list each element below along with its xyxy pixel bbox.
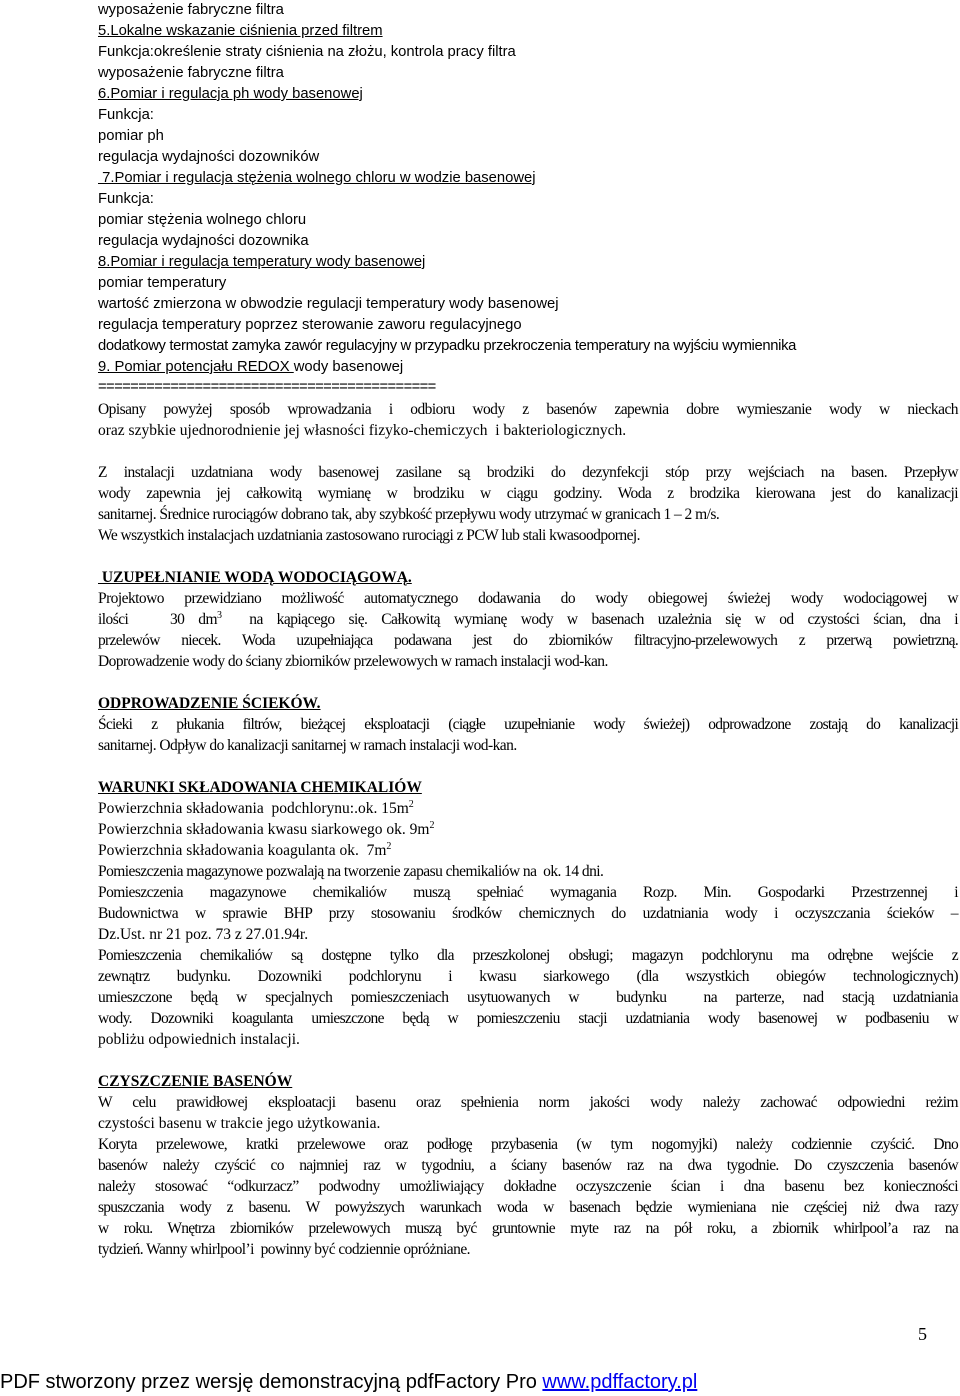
paragraph-line: w roku. Wnętrza zbiorników przelewowych muszą być gruntownie myte raz na pół roku, a zbiornik whirlpool’a raz na: [98, 1220, 958, 1237]
paragraph-line: wody. Dozowniki koagulanta umieszczone będą w pomieszczeniu stacji uzdatniania wody basenowej w podbaseniu w: [98, 1010, 958, 1027]
paragraph-line: Doprowadzenie wody do ściany zbiorników przelewowych w ramach instalacji wod-kan.: [98, 653, 608, 670]
text-line: [98, 357, 958, 378]
paragraph-line: Projektowo przewidziano możliwość automatycznego dodawania do wody obiegowej świeżej wody wodociągowej w: [98, 590, 958, 607]
paragraph-line: We wszystkich instalacjach uzdatniania zastosowano rurociągi z PCW lub stali kwasoodpornej.: [98, 527, 640, 544]
text-line: regulacja temperatury poprzez sterowanie zaworu regulacyjnego: [98, 317, 522, 333]
section-heading: UZUPEŁNIANIE WODĄ WODOCIĄGOWĄ.: [98, 569, 412, 586]
text-line: wyposażenie fabryczne filtra: [98, 65, 284, 81]
paragraph-line: oraz szybkie ujednorodnienie jej własności fizyko-chemiczych i bakteriologicznych.: [98, 422, 627, 439]
paragraph-line: Opisany powyżej sposób wprowadzania i odbioru wody z basenów zapewnia dobre wymieszanie wody w nieckach: [98, 401, 958, 418]
paragraph-line: zewnątrz budynku. Dozowniki podchlorynu i kwasu siarkowego (dla wszystkich obiegów technologicznych): [98, 968, 958, 985]
paragraph-line: Z instalacji uzdatniana wody basenowej zasilane są brodziki do dezynfekcji stóp przy wejściach na basen. Przepływ: [98, 464, 958, 481]
text-segment: ilości 30 dm: [98, 611, 217, 628]
text-segment: Powierzchnia składowania kwasu siarkowego ok. 9m: [98, 821, 430, 838]
separator-line: ==========================================: [98, 379, 436, 395]
text-line: wartość zmierzona w obwodzie regulacji temperatury wody basenowej: [98, 296, 559, 312]
list-item: [98, 840, 958, 861]
text-line: 8.Pomiar i regulacja temperatury wody basenowej: [98, 254, 426, 270]
footer-line: [0, 1368, 697, 1396]
text-line: pomiar ph: [98, 128, 164, 144]
list-item: [98, 819, 958, 840]
text-segment: Powierzchnia składowania koagulanta ok. 7m: [98, 842, 387, 859]
redox-heading: 9. Pomiar potencjału REDOX: [98, 359, 294, 375]
paragraph-line: Budownictwa w sprawie BHP przy stosowaniu środków chemicznych do uzdatniania wody i oczyszczania ścieków –: [98, 905, 958, 922]
text-line: 5.Lokalne wskazanie ciśnienia przed filtrem: [98, 23, 383, 39]
superscript: 2: [386, 840, 392, 852]
paragraph-line: basenów należy czyścić co najmniej raz w tygodniu, a ściany basenów raz na dwa tygodnie. Do czyszczenia basenów: [98, 1157, 958, 1174]
footer-link[interactable]: www.pdffactory.pl: [542, 1371, 698, 1393]
redox-heading-rest: wody basenowej: [293, 359, 404, 375]
section-heading: WARUNKI SKŁADOWANIA CHEMIKALIÓW: [98, 779, 422, 796]
text-line: Funkcja:: [98, 107, 154, 123]
paragraph-line: Pomieszczenia chemikaliów są dostępne tylko dla przeszkolonej obsługi; magazyn podchlorynu ma odrębne wejście z: [98, 947, 958, 964]
text-line: Funkcja:: [98, 191, 154, 207]
paragraph-line: W celu prawidłowej eksploatacji basenu oraz spełnienia norm jakości wody należy zachować odpowiedni reżim: [98, 1094, 958, 1111]
text-line: pomiar stężenia wolnego chloru: [98, 212, 307, 228]
pdf-footer: [0, 1368, 960, 1396]
paragraph-line: Ścieki z płukania filtrów, bieżącej eksploatacji (ciągłe uzupełnianie wody świeżej) odprowadzone zostają do kanalizacji: [98, 716, 958, 733]
text-line: regulacja wydajności dozowników: [98, 149, 320, 165]
text-line: 6.Pomiar i regulacja ph wody basenowej: [98, 86, 363, 102]
paragraph-line: Pomieszczenia magazynowe chemikaliów muszą spełniać wymagania Rozp. Min. Gospodarki Przestrzennej i: [98, 884, 958, 901]
text-line: 7.Pomiar i regulacja stężenia wolnego chloru w wodzie basenowej: [98, 170, 536, 186]
section-heading: ODPROWADZENIE ŚCIEKÓW.: [98, 695, 321, 712]
paragraph-line: tydzień. Wanny whirlpool’i powinny być codziennie opróżniane.: [98, 1241, 470, 1258]
paragraph-line: spuszczania wody z basenu. W powyższych warunkach woda w basenach będzie wymieniana nie częściej niż dwa razy: [98, 1199, 958, 1216]
superscript: 3: [217, 609, 222, 621]
paragraph-line: wody zapewnia jej całkowitą wymianę w brodziku w ciągu godziny. Woda z brodzika kierowana jest do kanalizacji: [98, 485, 958, 502]
text-line: Funkcja:określenie straty ciśnienia na złożu, kontrola pracy filtra: [98, 44, 516, 60]
paragraph-line: Koryta przelewowe, kratki przelewowe oraz podłogę przybasenia (w tym nogomyjki) należy codziennie czyścić. Dno: [98, 1136, 958, 1153]
paragraph-line: należy stosować “odkurzacz” podwodny umożliwiający dokładne oczyszczenie ścian i dna basenu bez konieczności: [98, 1178, 958, 1195]
superscript: 2: [408, 798, 414, 810]
text-line: wyposażenie fabryczne filtra: [98, 2, 284, 18]
list-item: [98, 798, 958, 819]
text-line: dodatkowy termostat zamyka zawór regulacyjny w przypadku przekroczenia temperatury na wyjściu wymiennika: [98, 338, 796, 354]
paragraph-line: czystości basenu w trakcie jego użytkowania.: [98, 1115, 381, 1132]
paragraph-line: Dz.Ust. nr 21 poz. 73 z 27.01.94r.: [98, 926, 309, 943]
page-number: 5: [918, 1324, 927, 1344]
paragraph-line: pobliżu odpowiednich instalacji.: [98, 1031, 300, 1048]
text-segment: na kąpiącego się. Całkowitą wymianę wody w basenach uzależnia się w od czystości ścian, dna i: [221, 611, 959, 628]
paragraph-line: [98, 609, 958, 630]
paragraph-line: sanitarnej. Średnice rurociągów dobrano tak, aby szybkość przepływu wody utrzymać w granicach 1 – 2 m/s.: [98, 506, 720, 523]
paragraph-line: Pomieszczenia magazynowe pozwalają na tworzenie zapasu chemikaliów na ok. 14 dni.: [98, 863, 604, 880]
superscript: 2: [429, 819, 435, 831]
footer-text: PDF stworzony przez wersję demonstracyjną pdfFactory Pro: [0, 1371, 543, 1393]
text-line: regulacja wydajności dozownika: [98, 233, 309, 249]
paragraph-line: przelewów niecek. Woda uzupełniająca podawana jest do zbiorników filtracyjno-przelewowych z przerwą powietrzną.: [98, 632, 958, 649]
paragraph-line: umieszczone będą w specjalnych pomieszczeniach usytuowanych w budynku na parterze, nad stacją uzdatniania: [98, 989, 958, 1006]
text-line: pomiar temperatury: [98, 275, 227, 291]
text-segment: Powierzchnia składowania podchlorynu:.ok. 15m: [98, 800, 409, 817]
section-heading: CZYSZCZENIE BASENÓW: [98, 1073, 293, 1090]
paragraph-line: sanitarnej. Odpływ do kanalizacji sanitarnej w ramach instalacji wod-kan.: [98, 737, 517, 754]
